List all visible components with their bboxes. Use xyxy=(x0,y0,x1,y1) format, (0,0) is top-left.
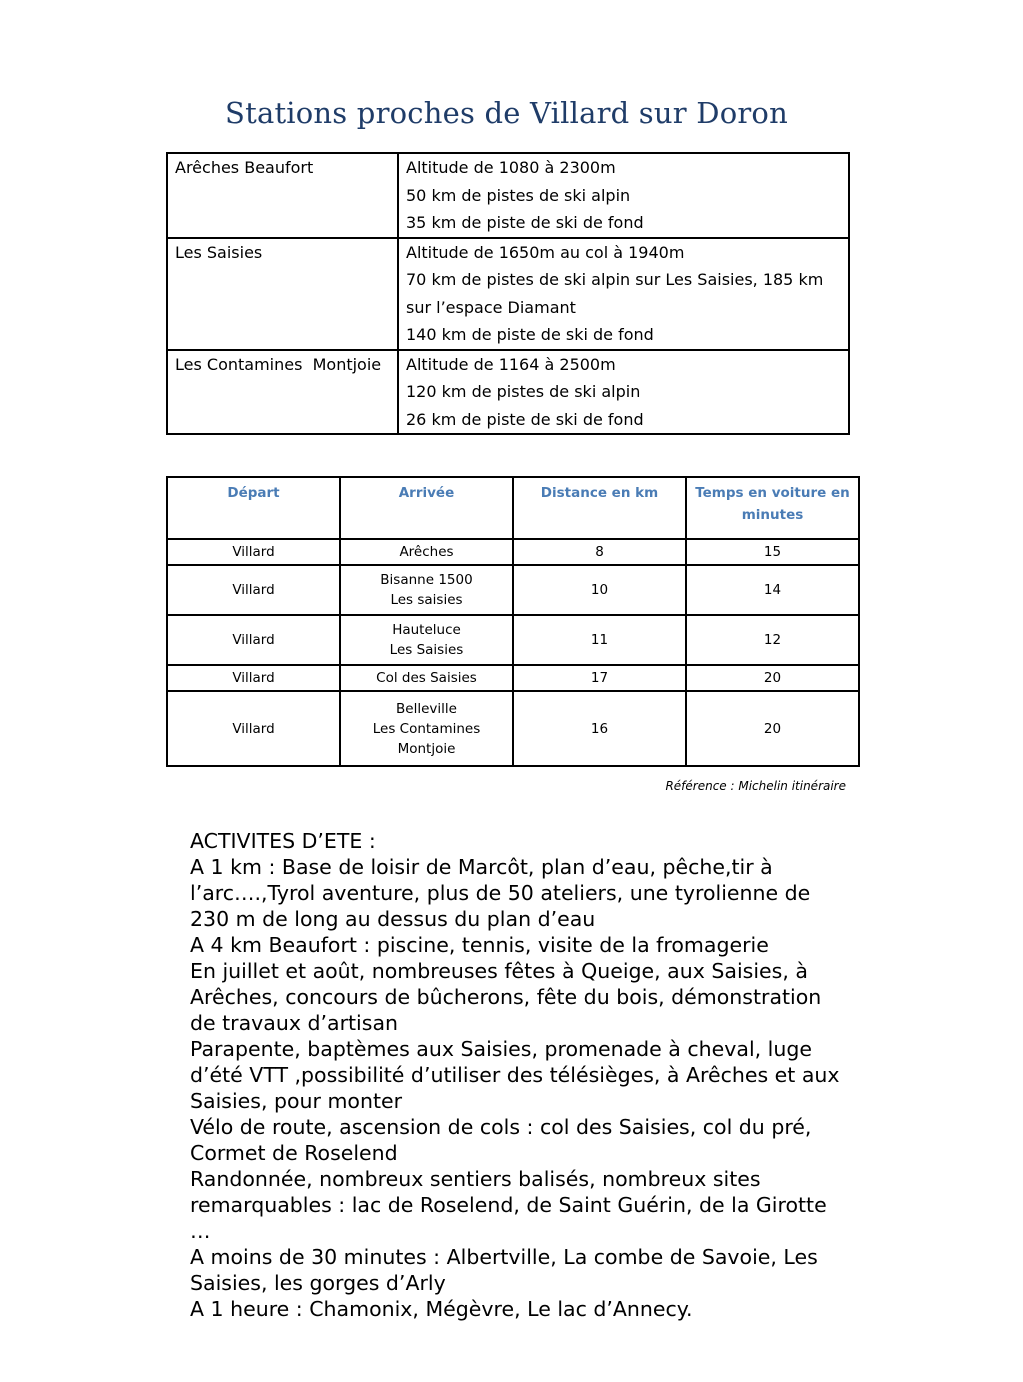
arrivee-line: Col des Saisies xyxy=(376,670,477,686)
header-depart: Départ xyxy=(167,477,340,539)
reference-note: Référence : Michelin itinéraire xyxy=(665,779,846,793)
station-name: Les Saisies xyxy=(167,238,398,350)
station-row xyxy=(167,350,849,435)
cell-temps: 12 xyxy=(686,615,859,665)
cell-distance: 10 xyxy=(513,565,686,615)
arrivee-line: Arêches xyxy=(399,544,454,560)
header-arrivee: Arrivée xyxy=(340,477,513,539)
table-row xyxy=(167,665,859,691)
activity-paragraph: Parapente, baptèmes aux Saisies, promenade à cheval, luge d’été VTT ,possibilité d’utiliser des télésièges, à Arêches et aux Saisies, pour monter xyxy=(190,1037,840,1113)
cell-depart: Villard xyxy=(167,665,340,691)
cell-distance: 8 xyxy=(513,539,686,565)
page-title: Stations proches de Villard sur Doron xyxy=(225,96,788,130)
distances-header-row xyxy=(167,477,859,539)
station-details xyxy=(398,350,849,435)
activity-paragraph: Vélo de route, ascension de cols : col des Saisies, col du pré, Cormet de Roselend xyxy=(190,1115,812,1165)
station-row xyxy=(167,238,849,350)
header-distance: Distance en km xyxy=(513,477,686,539)
activity-paragraph: A moins de 30 minutes : Albertville, La combe de Savoie, Les Saisies, les gorges d’Arly xyxy=(190,1245,818,1295)
station-name: Arêches Beaufort xyxy=(167,153,398,238)
arrivee-line: Belleville xyxy=(396,700,457,717)
arrivee-line: Bisanne 1500 xyxy=(380,572,473,588)
activity-paragraph: A 1 km : Base de loisir de Marcôt, plan d’eau, pêche,tir à l’arc….,Tyrol aventure, plus de 50 ateliers, une tyrolienne de 230 m de long au dessus du plan d’eau xyxy=(190,855,811,931)
activity-paragraph: En juillet et août, nombreuses fêtes à Queige, aux Saisies, à Arêches, concours de bûcherons, fête du bois, démonstration de travaux d’artisan xyxy=(190,959,822,1035)
cell-arrivee xyxy=(340,565,513,615)
station-detail: 26 km de piste de ski de fond xyxy=(406,409,644,429)
table-row xyxy=(167,615,859,665)
station-row xyxy=(167,153,849,238)
cell-depart: Villard xyxy=(167,539,340,565)
station-detail: 70 km de pistes de ski alpin sur Les Saisies, 185 km sur l’espace Diamant xyxy=(406,270,824,317)
stations-table xyxy=(166,152,850,435)
station-detail: Altitude de 1080 à 2300m xyxy=(406,158,616,177)
arrivee-line: Les Saisies xyxy=(389,642,464,658)
cell-arrivee xyxy=(340,665,513,691)
station-detail: 35 km de piste de ski de fond xyxy=(406,213,644,232)
cell-arrivee xyxy=(340,691,513,766)
station-detail: Altitude de 1164 à 2500m xyxy=(406,354,616,374)
activity-paragraph: Randonnée, nombreux sentiers balisés, nombreux sites remarquables : lac de Roselend, de Saint Guérin, de la Girotte … xyxy=(190,1167,827,1243)
cell-temps: 15 xyxy=(686,539,859,565)
table-row xyxy=(167,691,859,766)
arrivee-line: Les Contamines xyxy=(372,720,481,737)
activity-paragraph: A 4 km Beaufort : piscine, tennis, visite de la fromagerie xyxy=(190,933,769,957)
cell-arrivee xyxy=(340,539,513,565)
cell-depart: Villard xyxy=(167,565,340,615)
cell-depart: Villard xyxy=(167,691,340,766)
station-detail: 120 km de pistes de ski alpin xyxy=(406,382,641,401)
activity-paragraph: A 1 heure : Chamonix, Mégèvre, Le lac d’Annecy. xyxy=(190,1297,693,1321)
activities-heading: ACTIVITES D’ETE : xyxy=(190,829,376,853)
cell-arrivee xyxy=(340,615,513,665)
cell-temps: 14 xyxy=(686,565,859,615)
station-detail: 50 km de pistes de ski alpin xyxy=(406,185,631,205)
distances-table xyxy=(166,476,860,767)
station-detail: 140 km de piste de ski de fond xyxy=(406,325,654,344)
station-detail: Altitude de 1650m au col à 1940m xyxy=(406,242,685,262)
arrivee-line: Montjoie xyxy=(397,740,456,757)
cell-temps: 20 xyxy=(686,665,859,691)
header-temps: Temps en voiture en minutes xyxy=(686,477,859,539)
table-row xyxy=(167,565,859,615)
activities-section xyxy=(190,828,850,1322)
arrivee-line: Les saisies xyxy=(390,592,463,608)
cell-distance: 17 xyxy=(513,665,686,691)
arrivee-line: Hauteluce xyxy=(392,622,461,638)
station-name: Les Contamines Montjoie xyxy=(167,350,398,435)
station-details xyxy=(398,153,849,238)
cell-distance: 16 xyxy=(513,691,686,766)
cell-depart: Villard xyxy=(167,615,340,665)
cell-temps: 20 xyxy=(686,691,859,766)
station-details xyxy=(398,238,849,350)
cell-distance: 11 xyxy=(513,615,686,665)
table-row xyxy=(167,539,859,565)
